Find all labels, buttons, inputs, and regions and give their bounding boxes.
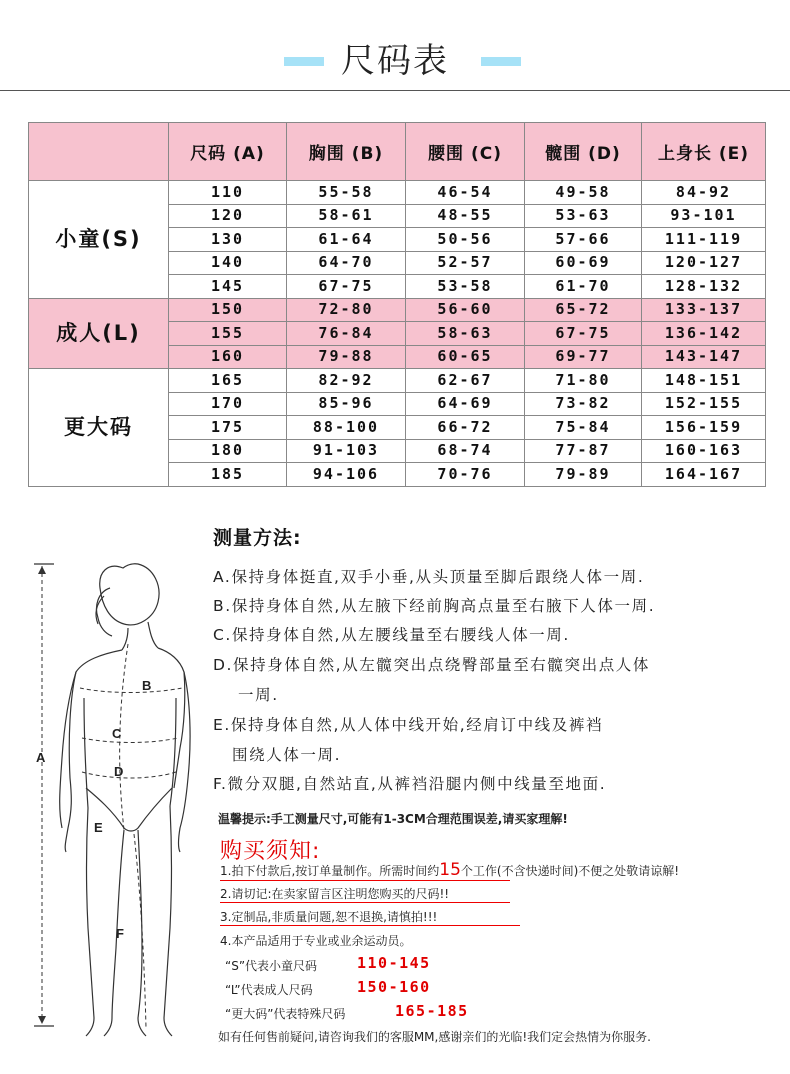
table-cell: 88-100 — [287, 416, 406, 440]
table-cell: 65-72 — [525, 298, 642, 322]
notice-title: 购买须知: — [220, 839, 321, 864]
notice-line-4: 4.本产品适用于专业或业余运动员。 — [220, 934, 412, 948]
title-divider — [0, 90, 790, 91]
table-row — [29, 369, 766, 393]
warm-tip: 温馨提示:手工测量尺寸,可能有1-3CM合理范围误差,请买家理解! — [218, 812, 568, 826]
table-cell: 56-60 — [406, 298, 525, 322]
header-waist: 腰围 (C) — [406, 123, 525, 181]
table-cell: 180 — [169, 439, 287, 463]
table-cell: 143-147 — [642, 345, 766, 369]
size-s-range: 110-145 — [357, 954, 431, 972]
table-cell: 49-58 — [525, 181, 642, 205]
table-cell: 164-167 — [642, 463, 766, 487]
table-cell: 71-80 — [525, 369, 642, 393]
table-cell: 185 — [169, 463, 287, 487]
table-cell: 175 — [169, 416, 287, 440]
figure-label-d: D — [114, 764, 124, 779]
method-line-c: C.保持身体自然,从左腰线量至右腰线人体一周. — [213, 626, 570, 644]
header-chest: 胸围 (B) — [287, 123, 406, 181]
table-cell: 148-151 — [642, 369, 766, 393]
table-cell: 85-96 — [287, 392, 406, 416]
table-cell: 69-77 — [525, 345, 642, 369]
table-cell: 52-57 — [406, 251, 525, 275]
title-decor-right — [481, 57, 521, 66]
table-row — [29, 181, 766, 205]
table-cell: 79-88 — [287, 345, 406, 369]
figure-label-e: E — [94, 820, 103, 835]
title-decor-left — [284, 57, 324, 66]
table-cell: 61-64 — [287, 228, 406, 252]
table-cell: 145 — [169, 275, 287, 299]
table-cell: 160 — [169, 345, 287, 369]
table-cell: 84-92 — [642, 181, 766, 205]
table-cell: 50-56 — [406, 228, 525, 252]
table-cell: 76-84 — [287, 322, 406, 346]
table-cell: 160-163 — [642, 439, 766, 463]
page-title: 尺码表 — [341, 41, 449, 81]
table-cell: 140 — [169, 251, 287, 275]
header-hip: 髋围 (D) — [525, 123, 642, 181]
size-xl-range: 165-185 — [395, 1002, 469, 1020]
table-cell: 136-142 — [642, 322, 766, 346]
table-cell: 64-69 — [406, 392, 525, 416]
body-measurement-figure — [28, 548, 208, 1038]
table-cell: 110 — [169, 181, 287, 205]
figure-label-c: C — [112, 726, 122, 741]
method-line-a: A.保持身体挺直,双手小垂,从头顶量至脚后跟绕人体一周. — [213, 568, 645, 586]
table-cell: 57-66 — [525, 228, 642, 252]
table-cell: 67-75 — [287, 275, 406, 299]
figure-label-b: B — [142, 678, 152, 693]
table-cell: 55-58 — [287, 181, 406, 205]
table-cell: 48-55 — [406, 204, 525, 228]
table-cell: 64-70 — [287, 251, 406, 275]
table-body — [29, 181, 766, 487]
table-cell: 91-103 — [287, 439, 406, 463]
table-row — [29, 298, 766, 322]
group-label: 成人(L) — [29, 298, 169, 369]
table-cell: 77-87 — [525, 439, 642, 463]
notice-line-1-pre: 1.拍下付款后,按订单量制作。所需时间约 — [220, 864, 440, 878]
table-cell: 170 — [169, 392, 287, 416]
figure-label-f: F — [116, 926, 124, 941]
notice-days-highlight: 15 — [439, 860, 461, 880]
table-cell: 46-54 — [406, 181, 525, 205]
figure-label-a: A — [36, 750, 46, 765]
method-line-f: F.微分双腿,自然站直,从裤裆沿腿内侧中线量至地面. — [213, 775, 607, 793]
table-cell: 75-84 — [525, 416, 642, 440]
table-cell: 94-106 — [287, 463, 406, 487]
title-area — [0, 38, 790, 84]
table-cell: 58-61 — [287, 204, 406, 228]
table-cell: 58-63 — [406, 322, 525, 346]
table-cell: 165 — [169, 369, 287, 393]
notice-line-3: 3.定制品,非质量问题,恕不退换,请慎拍!!! — [220, 910, 438, 924]
table-cell: 73-82 — [525, 392, 642, 416]
table-cell: 67-75 — [525, 322, 642, 346]
method-line-d: D.保持身体自然,从左髋突出点绕臀部量至右髋突出点人体 — [213, 656, 650, 674]
table-cell: 66-72 — [406, 416, 525, 440]
table-cell: 120-127 — [642, 251, 766, 275]
header-upper-length: 上身长 (E) — [642, 123, 766, 181]
table-cell: 60-65 — [406, 345, 525, 369]
group-label: 更大码 — [29, 369, 169, 487]
table-cell: 130 — [169, 228, 287, 252]
table-cell: 120 — [169, 204, 287, 228]
table-cell: 61-70 — [525, 275, 642, 299]
table-cell: 152-155 — [642, 392, 766, 416]
header-size: 尺码 (A) — [169, 123, 287, 181]
notice-line-2: 2.请切记:在卖家留言区注明您购买的尺码!! — [220, 887, 450, 901]
table-cell: 150 — [169, 298, 287, 322]
method-line-b: B.保持身体自然,从左腋下经前胸高点量至右腋下人体一周. — [213, 597, 656, 615]
underline-2 — [220, 902, 510, 903]
method-line-e-cont: 围绕人体一周. — [232, 746, 342, 764]
underline-1 — [220, 880, 510, 881]
table-cell: 82-92 — [287, 369, 406, 393]
table-cell: 156-159 — [642, 416, 766, 440]
table-header-row — [29, 123, 766, 181]
table-cell: 128-132 — [642, 275, 766, 299]
size-l-range: 150-160 — [357, 978, 431, 996]
method-line-e: E.保持身体自然,从人体中线开始,经肩订中线及裤裆 — [213, 716, 604, 734]
table-cell: 70-76 — [406, 463, 525, 487]
method-heading: 测量方法: — [213, 527, 302, 549]
header-empty-cell — [29, 123, 169, 181]
table-cell: 79-89 — [525, 463, 642, 487]
table-cell: 68-74 — [406, 439, 525, 463]
service-line: 如有任何售前疑问,请咨询我们的客服MM,感谢亲们的光临!我们定会热情为你服务. — [218, 1030, 651, 1044]
table-cell: 72-80 — [287, 298, 406, 322]
table-cell: 93-101 — [642, 204, 766, 228]
size-xl-label: “更大码”代表特殊尺码 — [225, 1007, 346, 1021]
notice-line-1 — [220, 860, 679, 880]
method-line-d-cont: 一周. — [238, 686, 279, 704]
table-cell: 133-137 — [642, 298, 766, 322]
size-chart-table — [28, 122, 766, 487]
group-label: 小童(S) — [29, 181, 169, 299]
table-cell: 53-63 — [525, 204, 642, 228]
table-cell: 155 — [169, 322, 287, 346]
underline-3 — [220, 925, 520, 926]
size-l-label: “L”代表成人尺码 — [225, 983, 313, 997]
table-cell: 62-67 — [406, 369, 525, 393]
table-cell: 60-69 — [525, 251, 642, 275]
table-cell: 53-58 — [406, 275, 525, 299]
notice-line-1-post: 个工作(不含快递时间)不便之处敬请谅解! — [460, 864, 680, 878]
table-cell: 111-119 — [642, 228, 766, 252]
size-s-label: “S”代表小童尺码 — [225, 959, 318, 973]
